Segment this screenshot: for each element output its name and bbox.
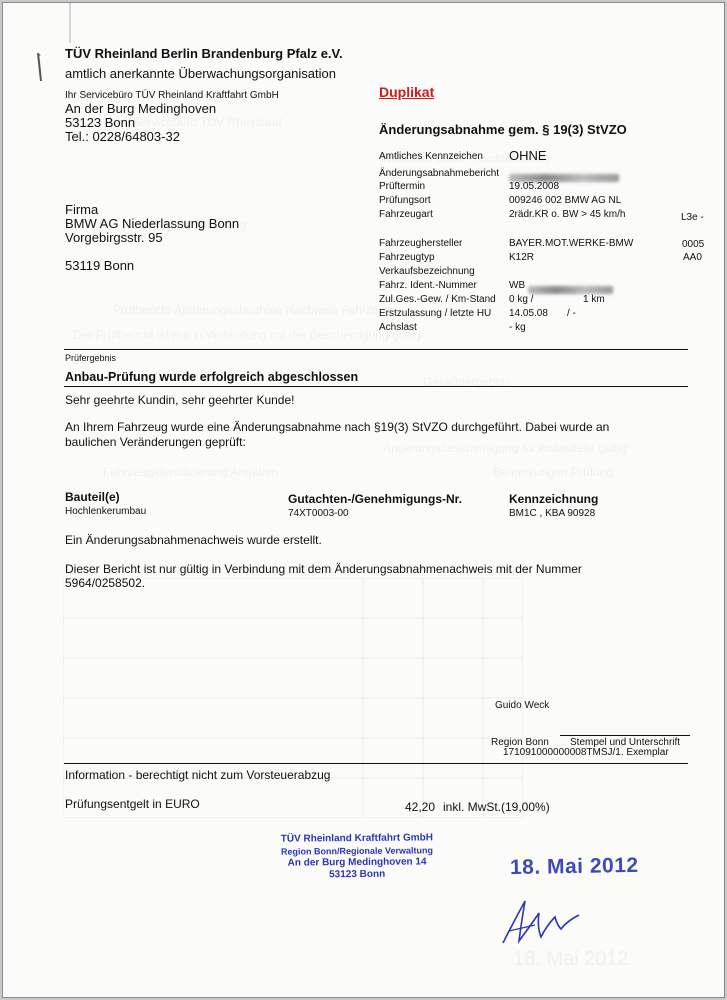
- recipient-line: 53119 Bonn: [65, 258, 135, 273]
- field-value: K12R: [509, 252, 535, 263]
- body-text: An Ihrem Fahrzeug wurde eine Änderungsabnahme nach §19(3) StVZO durchgeführt. Dabei wurde an: [65, 420, 610, 434]
- document-page: [2, 2, 725, 998]
- document-title: Änderungsabnahme gem. § 19(3) StVZO: [379, 122, 627, 137]
- field-label: Fahrzeugart: [379, 209, 433, 220]
- field-label: Fahrzeughersteller: [379, 238, 463, 249]
- note-validity-number: 5964/0258502.: [65, 576, 146, 590]
- divider: [64, 763, 688, 764]
- office-phone: Tel.: 0228/64803-32: [65, 129, 180, 144]
- note-created: Ein Änderungsabnahmenachweis wurde erstellt.: [65, 533, 322, 547]
- ghost-text: [73, 328, 421, 342]
- field-value: 2rädr.KR o. BW > 45 km/h: [509, 209, 626, 220]
- marking-value: BM1C , KBA 90928: [509, 508, 596, 519]
- fee-amount: 42,20: [405, 800, 436, 814]
- column-header-part: Bauteil(e): [65, 490, 120, 504]
- ghost-text: [113, 303, 392, 317]
- inspector-name: Guido Weck: [495, 700, 550, 711]
- recipient-line: BMW AG Niederlassung Bonn: [65, 216, 240, 231]
- greeting: Sehr geehrte Kundin, sehr geehrter Kunde!: [65, 393, 295, 407]
- divider: [64, 386, 688, 387]
- date-stamp: 18. Mai 2012: [509, 853, 639, 880]
- stamp-line: 53123 Bonn: [329, 868, 386, 881]
- field-label: Verkaufsbezeichnung: [379, 266, 475, 277]
- stamp-line: Region Bonn/Regionale Verwaltung: [280, 845, 433, 857]
- ghost-text: [103, 465, 278, 479]
- company-stamp: [277, 832, 437, 881]
- section-label: Prüfergebnis: [65, 353, 117, 363]
- field-extra: L3e -: [681, 212, 704, 223]
- field-extra: 1 km: [583, 294, 605, 305]
- org-subtitle: amtlich anerkannte Überwachungsorganisation: [65, 66, 336, 81]
- fee-label: Prüfungsentgelt in EURO: [65, 797, 200, 811]
- field-label: Erstzulassung / letzte HU: [379, 308, 492, 319]
- field-label: Prüfungsort: [379, 195, 431, 206]
- field-value: 009246 002 BMW AG NL: [509, 195, 622, 206]
- field-extra: / -: [567, 308, 576, 319]
- field-label: Prüftermin: [379, 181, 426, 192]
- note-validity: Dieser Bericht ist nur gültig in Verbindung mit dem Änderungsabnahmenachweis mit der Nummer: [65, 562, 582, 576]
- recipient-line: Vorgebirgsstr. 95: [65, 230, 163, 245]
- stamp-signature-label: Stempel und Unterschrift: [570, 737, 681, 748]
- field-label: Fahrzeugtyp: [379, 252, 435, 263]
- stamp-line: An der Burg Medinghoven 14: [287, 856, 427, 869]
- field-value: BAYER.MOT.WERKE-BMW: [509, 238, 634, 249]
- handwritten-signature: [495, 895, 585, 955]
- org-name: TÜV Rheinland Berlin Brandenburg Pfalz e.V.: [65, 46, 343, 61]
- field-value: - kg: [509, 322, 526, 333]
- divider: [64, 349, 688, 350]
- result-headline: Anbau-Prüfung wurde erfolgreich abgeschlossen: [65, 370, 359, 384]
- field-extra: AA0: [683, 252, 702, 263]
- field-value: 19.05.2008: [509, 181, 560, 192]
- fold-mark: [69, 3, 71, 43]
- field-value: 14.05.08: [509, 308, 548, 319]
- field-value: WB: [509, 280, 526, 291]
- document-code: 171091000000008TMSJ/1. Exemplar: [503, 747, 669, 758]
- ghost-grid: [63, 578, 523, 818]
- column-header-marking: Kennzeichnung: [509, 492, 599, 506]
- part-name: Hochlenkerumbau: [65, 506, 147, 517]
- ghost-text: [493, 465, 613, 479]
- office-city: 53123 Bonn: [65, 115, 136, 130]
- duplicate-label: Duplikat: [379, 84, 435, 100]
- field-label: Achslast: [379, 322, 417, 333]
- ghost-text: [133, 115, 282, 129]
- field-label: Fahrz. Ident.-Nummer: [379, 280, 477, 291]
- field-extra: 0005: [682, 239, 705, 250]
- field-label: Amtliches Kennzeichen: [379, 151, 483, 162]
- office-street: An der Burg Medinghoven: [65, 101, 217, 116]
- body-text: baulichen Veränderungen geprüft:: [65, 435, 246, 449]
- ghost-text: [383, 441, 627, 455]
- field-label: Änderungsabnahmebericht: [379, 168, 500, 179]
- office-label: Ihr Servicebüro TÜV Rheinland Kraftfahrt GmbH: [65, 90, 279, 101]
- field-label: Zul.Ges.-Gew. / Km-Stand: [379, 294, 496, 305]
- stamp-line: TÜV Rheinland Kraftfahrt GmbH: [280, 832, 433, 845]
- fee-tax: inkl. MwSt.(19,00%): [443, 800, 550, 814]
- region-label: Region Bonn: [491, 737, 549, 748]
- tax-info: Information - berechtigt nicht zum Vorsteuerabzug: [65, 768, 331, 782]
- recipient-line: Firma: [65, 202, 99, 217]
- signature-line: [560, 735, 690, 736]
- field-value: OHNE: [509, 148, 547, 163]
- field-value: 0 kg /: [509, 294, 534, 305]
- column-header-certificate: Gutachten-/Genehmigungs-Nr.: [288, 492, 463, 506]
- certificate-number: 74XT0003-00: [288, 508, 349, 519]
- paper-clip-mark: [34, 51, 46, 87]
